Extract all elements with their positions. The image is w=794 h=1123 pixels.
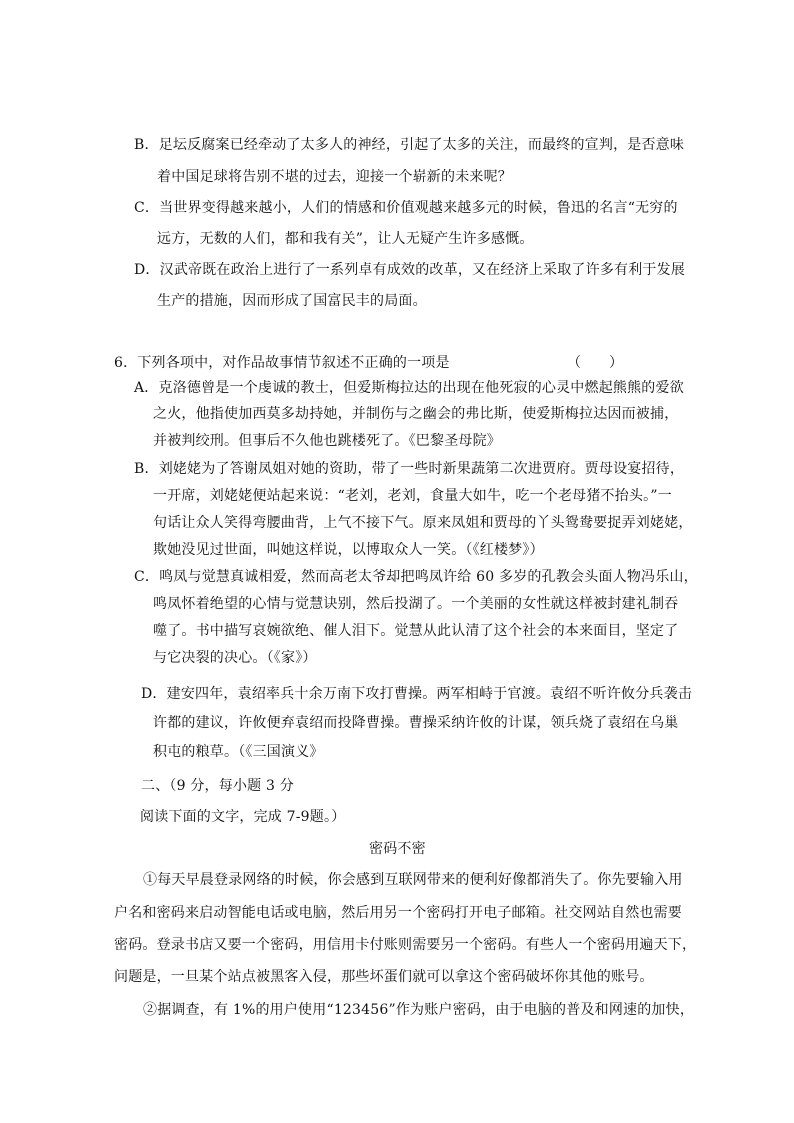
option-6d-line-1: D．建安四年，袁绍率兵十余万南下攻打曹操。两军相峙于官渡。袁绍不听许攸分兵袭击 (141, 686, 693, 702)
option-5b-line-1: B．足坛反腐案已经牵动了太多人的神经，引起了太多的关注，而最终的宣判，是否意味 (134, 137, 685, 153)
option-6c-line-4: 与它决裂的决心。（《家》） (153, 650, 317, 666)
paragraph-2-line-1: ②据调查，有 1%的用户使用“123456”作为账户密码，由于电脑的普及和网速的加快， (143, 1002, 695, 1018)
option-5b-line-2: 着中国足球将告别不堪的过去，迎接一个崭新的未来呢？ (157, 169, 512, 185)
option-6a-line-3: 并被判绞刑。但事后不久他也跳楼死了。《巴黎圣母院》 (153, 433, 501, 449)
option-6c-line-3: 噬了。书中描写哀婉欲绝、催人泪下。觉慧从此认清了这个社会的本来面目，坚定了 (153, 623, 679, 639)
paragraph-1-line-3: 密码。登录书店又要一个密码，用信用卡付账则需要另一个密码。有些人一个密码用遍天下， (114, 937, 697, 953)
option-6b-line-4: 欺她没见过世面，叫她这样说，以博取众人一笑。（《红楼梦》） (153, 542, 544, 558)
answer-parentheses: （ ） (567, 355, 623, 371)
question-6-stem: 6．下列各项中，对作品故事情节叙述不正确的一项是 (114, 355, 450, 371)
option-5c-line-2: 远方，无数的人们，都和我有关”，让人无疑产生许多感慨。 (157, 231, 534, 247)
section-2-heading: 二、（9 分，每小题 3 分 (141, 778, 294, 794)
option-6b-line-2: 一开席，刘姥姥便站起来说：“老刘，老刘，食量大如牛，吃一个老母猪不抬头。”一 (153, 488, 672, 504)
option-5d-line-2: 生产的措施，因而形成了国富民丰的局面。 (157, 293, 427, 309)
paragraph-1-line-1: ①每天早晨登录网络的时候，你会感到互联网带来的便利好像都消失了。你先要输入用 (143, 872, 683, 888)
option-6c-line-1: C．鸣凤与觉慧真诚相爱，然而高老太爷却把鸣凤许给 60 多岁的孔教会头面人物冯乐山， (134, 569, 698, 585)
option-5d-line-1: D．汉武帝既在政治上进行了一系列卓有成效的改革，又在经济上采取了许多有利于发展 (134, 262, 686, 278)
option-6d-line-2: 许都的建议，许攸便弃袁绍而投降曹操。曹操采纳许攸的计谋，领兵烧了袁绍在乌巢 (153, 715, 679, 731)
option-6a-line-2: 之火，他指使加西莫多劫持她，并制伤与之幽会的弗比斯，使爱斯梅拉达因而被捕， (153, 406, 679, 422)
option-6a-line-1: A．克洛德曾是一个虔诚的教士，但爱斯梅拉达的出现在他死寂的心灵中燃起熊熊的爱欲 (134, 380, 684, 396)
option-6b-line-1: B．刘姥姥为了答谢凤姐对她的资助，带了一些时新果蔬第二次进贾府。贾母设宴招待， (134, 461, 685, 477)
option-6b-line-3: 句话让众人笑得弯腰曲背，上气不接下气。原来凤姐和贾母的丫头鸳鸯要捉弄刘姥姥， (153, 515, 693, 531)
passage-title: 密码不密 (369, 841, 426, 857)
section-2-instruction: 阅读下面的文字，完成 7-9题。） (140, 809, 346, 825)
paragraph-1-line-2: 户名和密码来启动智能电话或电脑，然后用另一个密码打开电子邮箱。社交网站自然也需要 (114, 905, 682, 921)
paragraph-1-line-4: 问题是，一旦某个站点被黑客入侵，那些坏蛋们就可以拿这个密码破坏你其他的账号。 (114, 969, 654, 985)
option-5c-line-1: C．当世界变得越来越小，人们的情感和价值观越来越多元的时候，鲁迅的名言“无穷的 (134, 200, 678, 216)
option-6d-line-3: 积屯的粮草。（《三国演义》 (153, 744, 324, 760)
option-6c-line-2: 鸣凤怀着绝望的心情与觉慧诀别，然后投湖了。一个美丽的女性就这样被封建礼制吞 (153, 596, 679, 612)
